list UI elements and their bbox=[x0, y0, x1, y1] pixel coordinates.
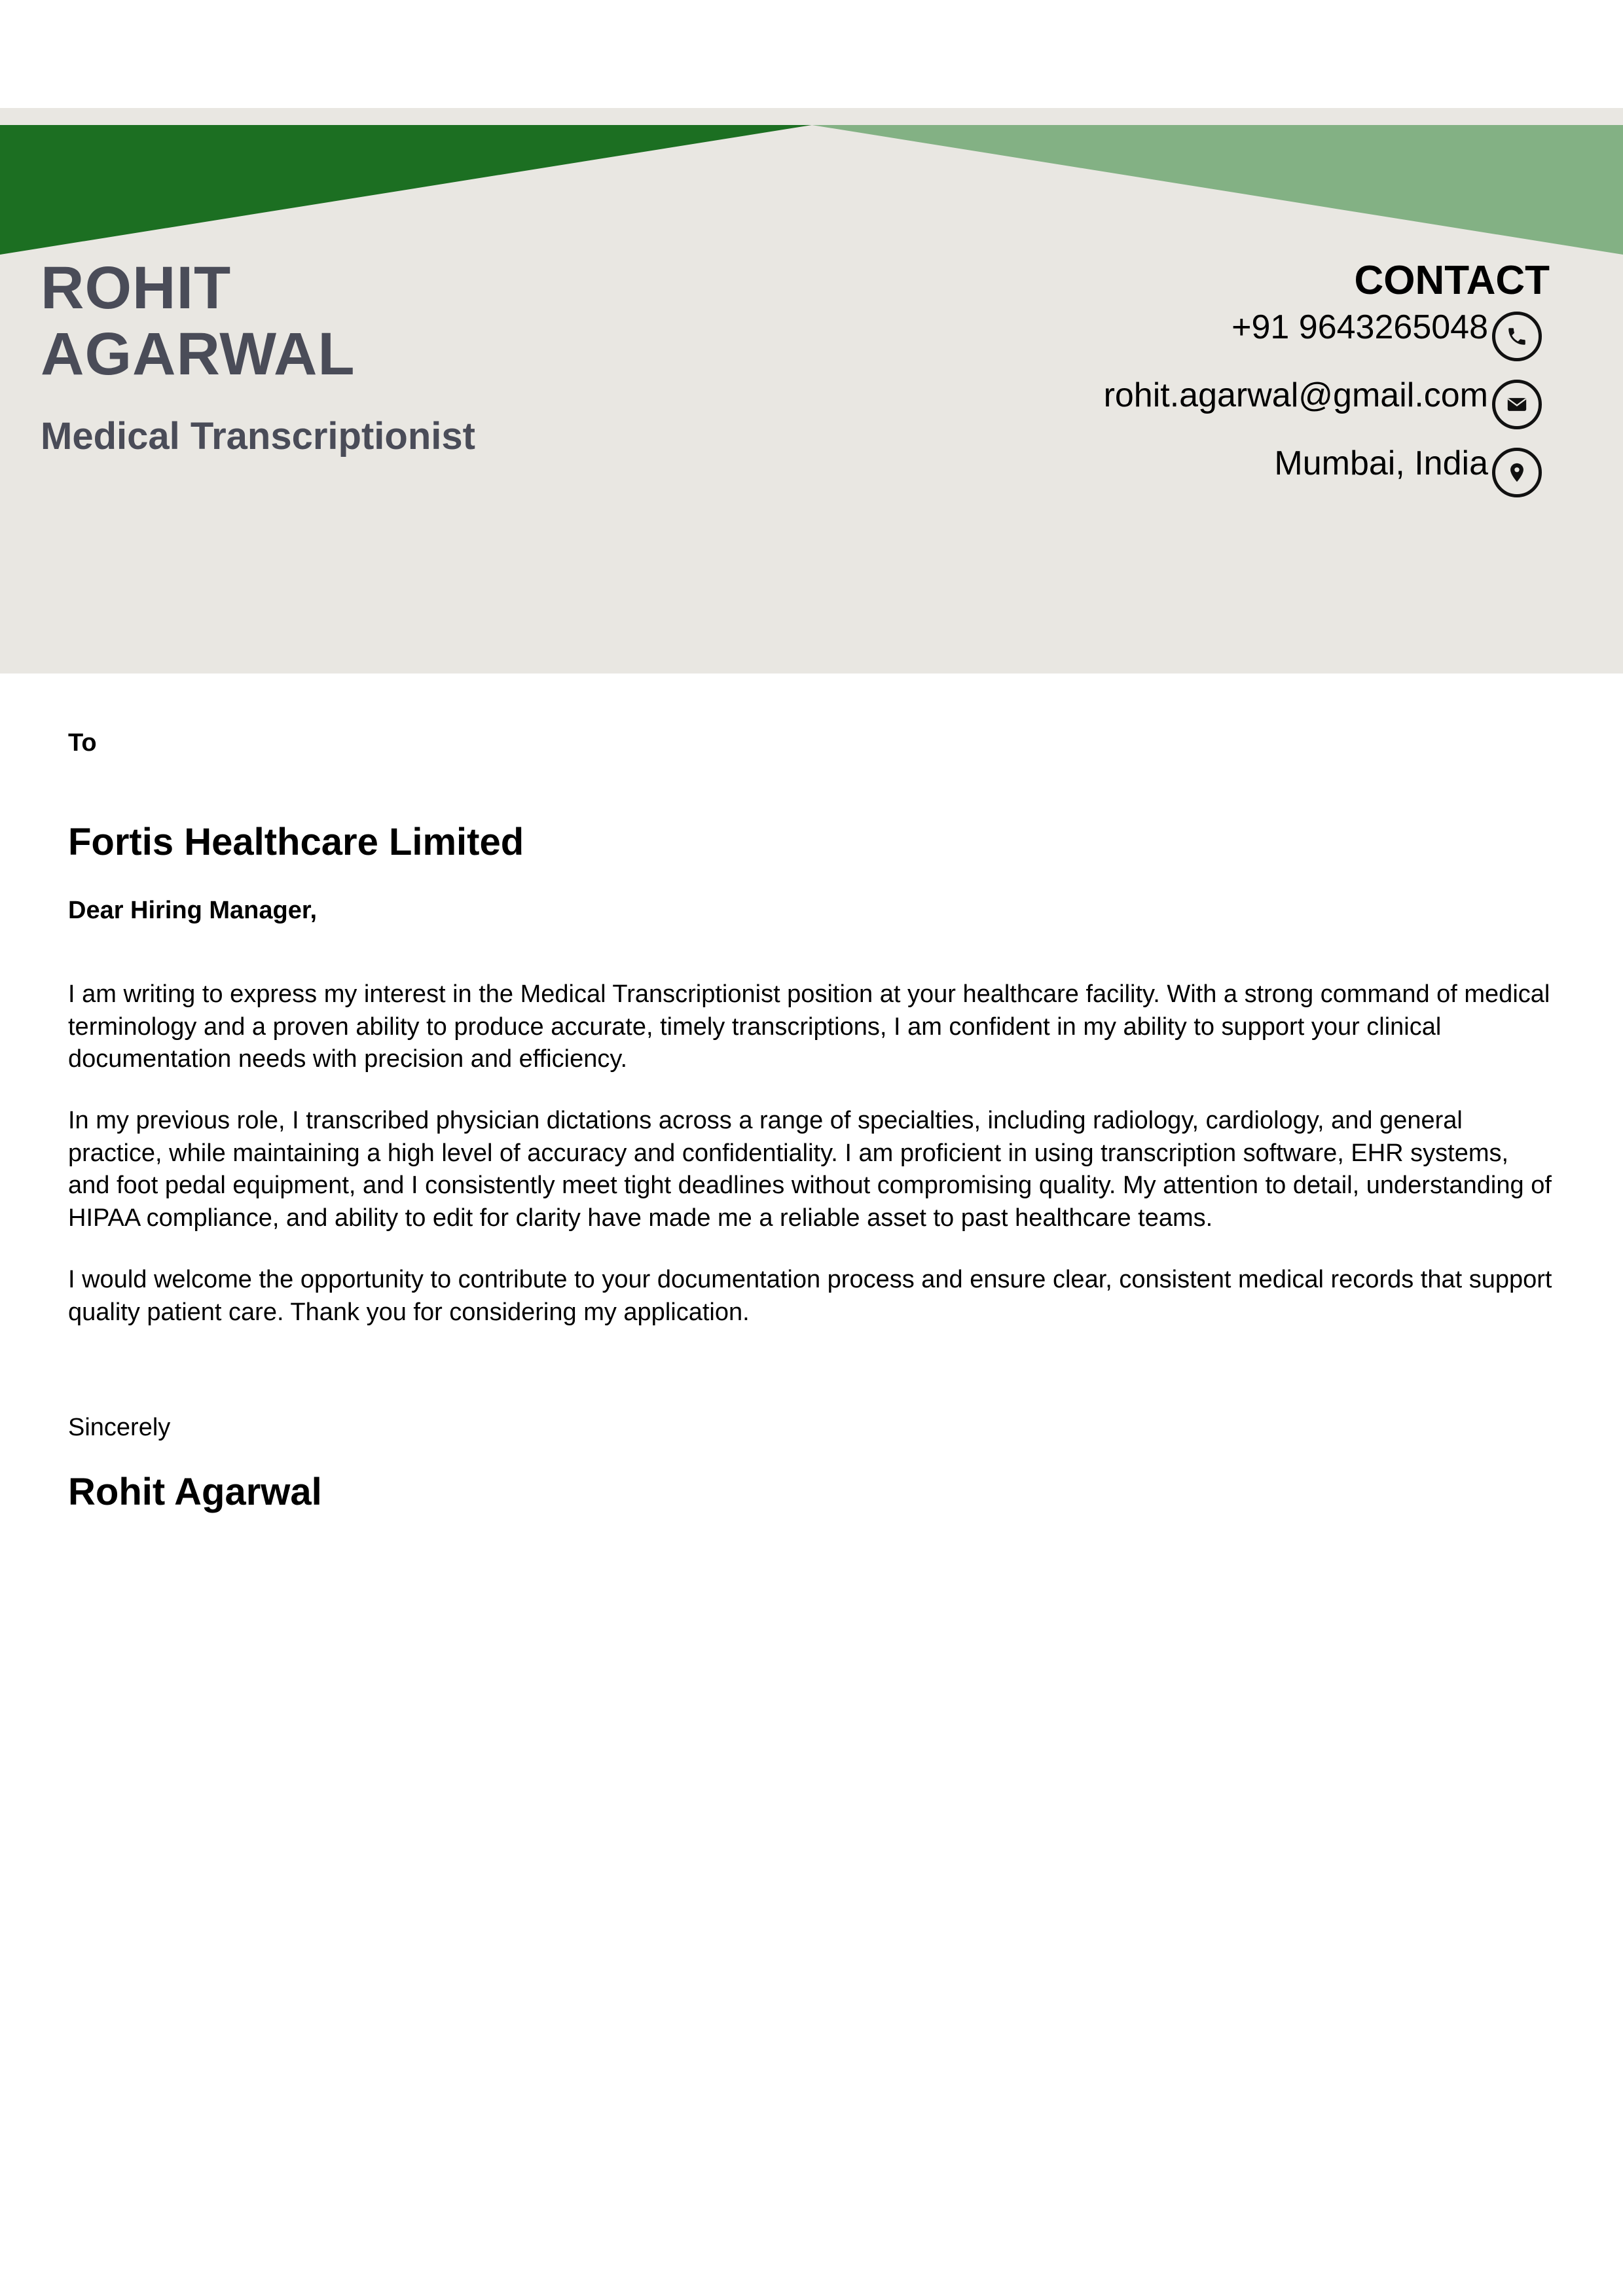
contact-email: rohit.agarwal@gmail.com bbox=[1103, 376, 1488, 414]
letter-body bbox=[68, 723, 1554, 1513]
first-name: ROHIT bbox=[41, 255, 232, 321]
contact-heading: CONTACT bbox=[1354, 258, 1550, 303]
paragraph-2: In my previous role, I transcribed physician dictations across a range of specialties, including radiology, cardiology, and general practice, while maintaining a high level of accuracy and confidentiality. I am proficient in using transcription software, EHR systems, and foot pedal equipment, and I consistently meet tight deadlines without compromising quality. My attention to detail, understanding of HIPAA compliance, and ability to edit for clarity have made me a reliable asset to past healthcare teams. bbox=[68, 1107, 1552, 1232]
paragraph-3: I would welcome the opportunity to contribute to your documentation process and ensure clear, consistent medical records that support quality patient care. Thank you for considering my application. bbox=[68, 1266, 1552, 1326]
map-pin-icon bbox=[1492, 448, 1542, 497]
dark-green-shape bbox=[0, 125, 812, 255]
closing: Sincerely bbox=[68, 1414, 171, 1441]
salutation: Dear Hiring Manager, bbox=[68, 897, 318, 924]
job-title: Medical Transcriptionist bbox=[41, 415, 475, 457]
phone-icon bbox=[1492, 312, 1542, 361]
contact-location: Mumbai, India bbox=[1274, 444, 1488, 482]
contact-location-row bbox=[1274, 445, 1542, 500]
envelope-icon bbox=[1492, 380, 1542, 429]
to-label: To bbox=[68, 729, 97, 757]
light-green-shape bbox=[812, 125, 1623, 255]
candidate-name bbox=[41, 255, 356, 387]
paragraph-1: I am writing to express my interest in the Medical Transcriptionist position at your healthcare facility. With a strong command of medical terminology and a proven ability to produce accurate, timely transcriptions, I am confident in my ability to support your clinical documentation needs with precision and efficiency. bbox=[68, 980, 1550, 1073]
last-name: AGARWAL bbox=[41, 321, 356, 387]
contact-phone: +91 9643265048 bbox=[1231, 308, 1488, 346]
contact-email-row bbox=[1104, 377, 1542, 432]
signature-name: Rohit Agarwal bbox=[68, 1471, 322, 1513]
contact-phone-row bbox=[1231, 309, 1542, 364]
recipient-company: Fortis Healthcare Limited bbox=[68, 821, 524, 863]
